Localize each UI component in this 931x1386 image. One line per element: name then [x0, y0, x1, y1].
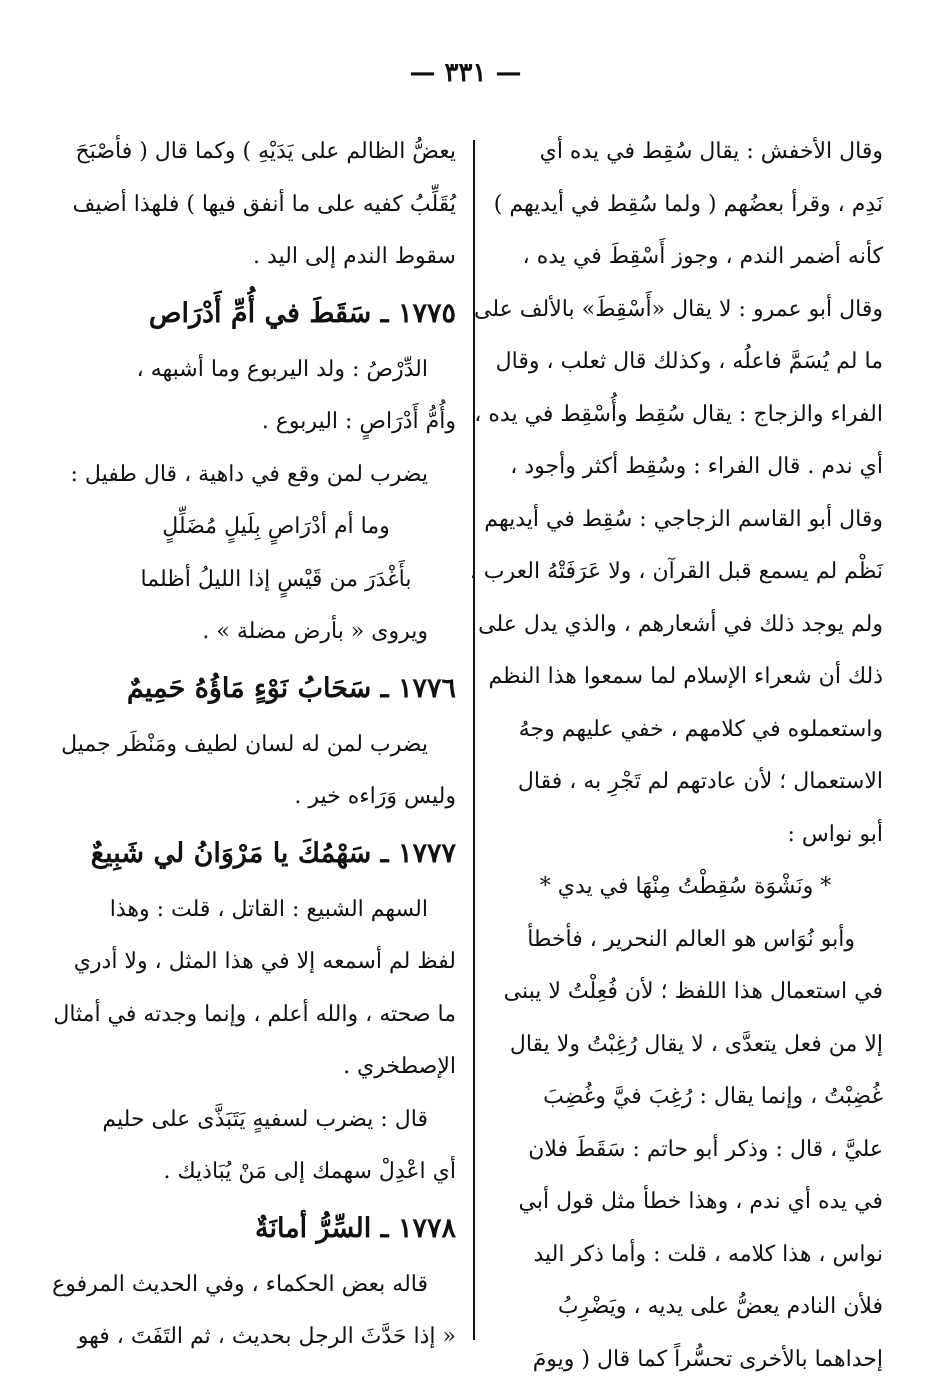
text-line: يعضُّ الظالم على يَدَيْهِ ) وكما قال ( فأصْبَحَ: [96, 126, 456, 179]
text-line: نواس ، هذا كلامه ، قلت : وأما ذكر اليد: [488, 1229, 883, 1282]
text-line: وأُمُّ أَدْرَاصٍ : اليربوع .: [96, 396, 456, 449]
text-line: الفراء والزجاج : يقال سُقِط وأُسْقِط في يده ،: [488, 389, 883, 442]
verse-line: وما أم أدْرَاصٍ بِلَيلٍ مُضَلِّلٍ: [96, 501, 456, 554]
text-line: وليس وَرَاءه خير .: [96, 771, 456, 824]
entry-heading-1777: ١٧٧٧ ـ سَهْمُكَ يا مَرْوَانُ لي شَبِيعٌ: [96, 824, 456, 884]
text-line: لفظ لم أسمعه إلا في هذا المثل ، ولا أدري: [96, 936, 456, 989]
text-line: ويروى « بأرض مضلة » .: [96, 606, 456, 659]
text-line: ذلك أن شعراء الإسلام لما سمعوا هذا النظم: [488, 651, 883, 704]
text-line: قاله بعض الحكماء ، وفي الحديث المرفوع: [96, 1259, 456, 1312]
text-line: غُضِبْتُ ، وإنما يقال : رُغِبَ فيَّ وغُضِبَ: [488, 1071, 883, 1124]
text-line: في يده أي ندم ، وهذا خطأ مثل قول أبي: [488, 1176, 883, 1229]
text-line: قال : يضرب لسفيهٍ يَتَبَذَّى على حليم: [96, 1094, 456, 1147]
entry-heading-1778: ١٧٧٨ ـ السِّرُّ أمانَةٌ: [96, 1199, 456, 1259]
text-line: وقال أبو القاسم الزجاجي : سُقِط في أيديهم: [488, 494, 883, 547]
text-line: « إذا حَدَّثَ الرجل بحديث ، ثم التَفَتَ ، فهو: [96, 1311, 456, 1364]
verse-line: * ونَشْوَة سُقِطْتُ مِنْهَا في يدي *: [488, 861, 883, 914]
text-line: يضرب لمن وقع في داهية ، قال طفيل :: [96, 449, 456, 502]
text-line: يُقَلِّبُ كفيه على ما أنفق فيها ) فلهذا أضيف: [96, 179, 456, 232]
text-line: الإصطخري .: [96, 1041, 456, 1094]
text-line: فلأن النادم يعضُّ على يديه ، ويَضْرِبُ: [488, 1281, 883, 1334]
text-line: السهم الشبيع : القاتل ، قلت : وهذا: [96, 884, 456, 937]
entry-heading-1776: ١٧٧٦ ـ سَحَابُ نَوْءٍ مَاؤُهُ حَمِيمٌ: [96, 659, 456, 719]
text-line: سقوط الندم إلى اليد .: [96, 231, 456, 284]
text-line: واستعملوه في كلامهم ، خفي عليهم وجهُ: [488, 704, 883, 757]
text-line: نَظْم لم يسمع قبل القرآن ، ولا عَرَفَتْهُ العرب ،: [488, 546, 883, 599]
left-column: [96, 126, 456, 1364]
right-column: [488, 126, 883, 1386]
text-line: عليَّ ، قال : وذكر أبو حاتم : سَقَطَ فلان: [488, 1124, 883, 1177]
text-line: الدِّرْصُ : ولد اليربوع وما أشبهه ،: [96, 344, 456, 397]
page-number: — ٣٣١ —: [0, 58, 931, 88]
text-line: يضرب لمن له لسان لطيف ومَنْظَر جميل: [96, 719, 456, 772]
text-line: وقال أبو عمرو : لا يقال «أَسْقِطَ» بالألف على: [488, 284, 883, 337]
text-line: أي اعْدِلْ سهمك إلى مَنْ يُبَاذيك .: [96, 1146, 456, 1199]
text-line: الاستعمال ؛ لأن عادتهم لم تَجْرِ به ، فقال: [488, 756, 883, 809]
text-line: إحداهما بالأخرى تحسُّراً كما قال ( ويومَ: [488, 1334, 883, 1386]
entry-heading-1775: ١٧٧٥ ـ سَقَطَ في أُمِّ أَدْرَاص: [96, 284, 456, 344]
text-line: وقال الأخفش : يقال سُقِط في يده أي: [488, 126, 883, 179]
text-line: في استعمال هذا اللفظ ؛ لأن فُعِلْتُ لا يبنى: [488, 966, 883, 1019]
text-line: ولم يوجد ذلك في أشعارهم ، والذي يدل على: [488, 599, 883, 652]
text-line: وأبو نُوَاس هو العالم النحرير ، فأخطأ: [488, 914, 883, 967]
text-line: كأنه أضمر الندم ، وجوز أَسْقِطَ في يده ،: [488, 231, 883, 284]
text-line: ما لم يُسَمَّ فاعلُه ، وكذلك قال ثعلب ، وقال: [488, 336, 883, 389]
verse-line: بأَغْدَرَ من قَيْسٍ إذا الليلُ أظلما: [96, 554, 456, 607]
text-line: نَدِم ، وقرأ بعضُهم ( ولما سُقِط في أيديهم ): [488, 179, 883, 232]
text-line: أبو نواس :: [488, 809, 883, 862]
text-line: ما صحته ، والله أعلم ، وإنما وجدته في أمثال: [96, 989, 456, 1042]
text-line: أي ندم . قال الفراء : وسُقِط أكثر وأجود ،: [488, 441, 883, 494]
text-line: إلا من فعل يتعدَّى ، لا يقال رُغِبْتُ ولا يقال: [488, 1019, 883, 1072]
